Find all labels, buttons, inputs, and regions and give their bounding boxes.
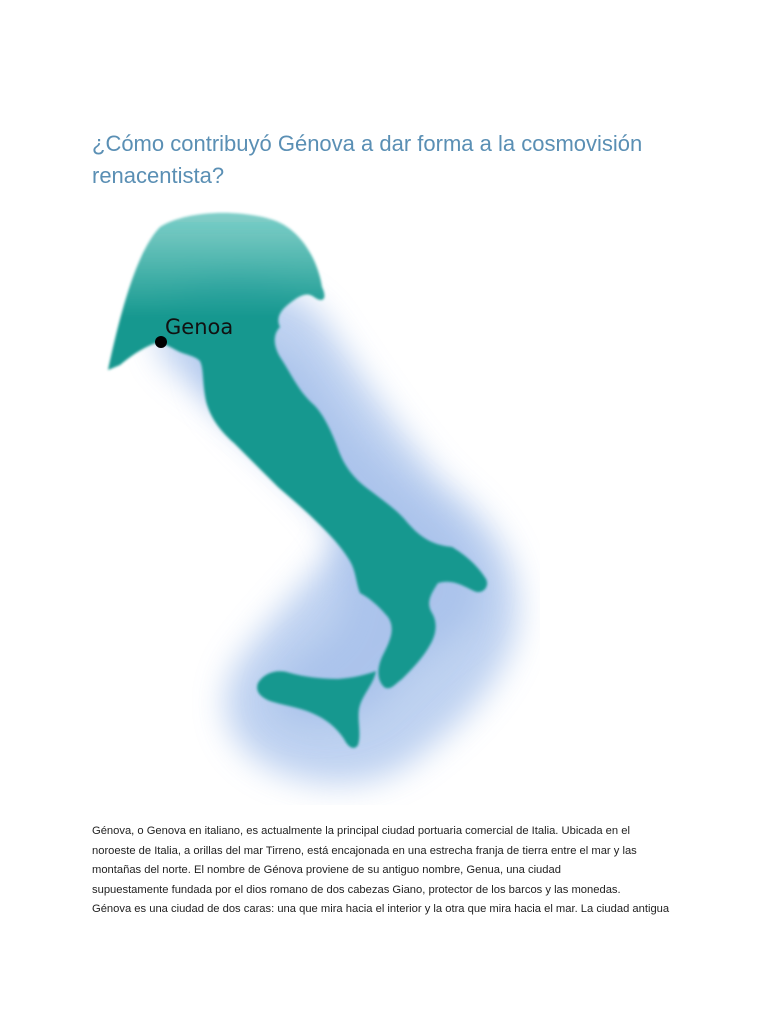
body-line: Génova, o Genova en italiano, es actualmente la principal ciudad portuaria comercial de Italia. Ubicada en el <box>92 825 630 837</box>
body-line: supuestamente fundada por el dios romano de dos cabezas Giano, protector de los barcos y las monedas. <box>92 883 621 896</box>
body-line: montañas del norte. El nombre de Génova proviene de su antiguo nombre, Genua, una ciudad <box>92 864 561 876</box>
body-paragraph <box>92 822 732 920</box>
genoa-label: Genoa <box>165 315 234 339</box>
italy-map-svg <box>100 205 540 805</box>
body-line: Génova es una ciudad de dos caras: una que mira hacia el interior y la otra que mira hacia el mar. La ciudad antigua <box>92 903 670 915</box>
italy-map <box>100 205 540 805</box>
page-title: ¿Cómo contribuyó Génova a dar forma a la cosmovisión renacentista? <box>92 131 643 188</box>
body-line: noroeste de Italia, a orillas del mar Tirreno, está encajonada en una estrecha franja de tierra entre el mar y las <box>92 844 637 857</box>
